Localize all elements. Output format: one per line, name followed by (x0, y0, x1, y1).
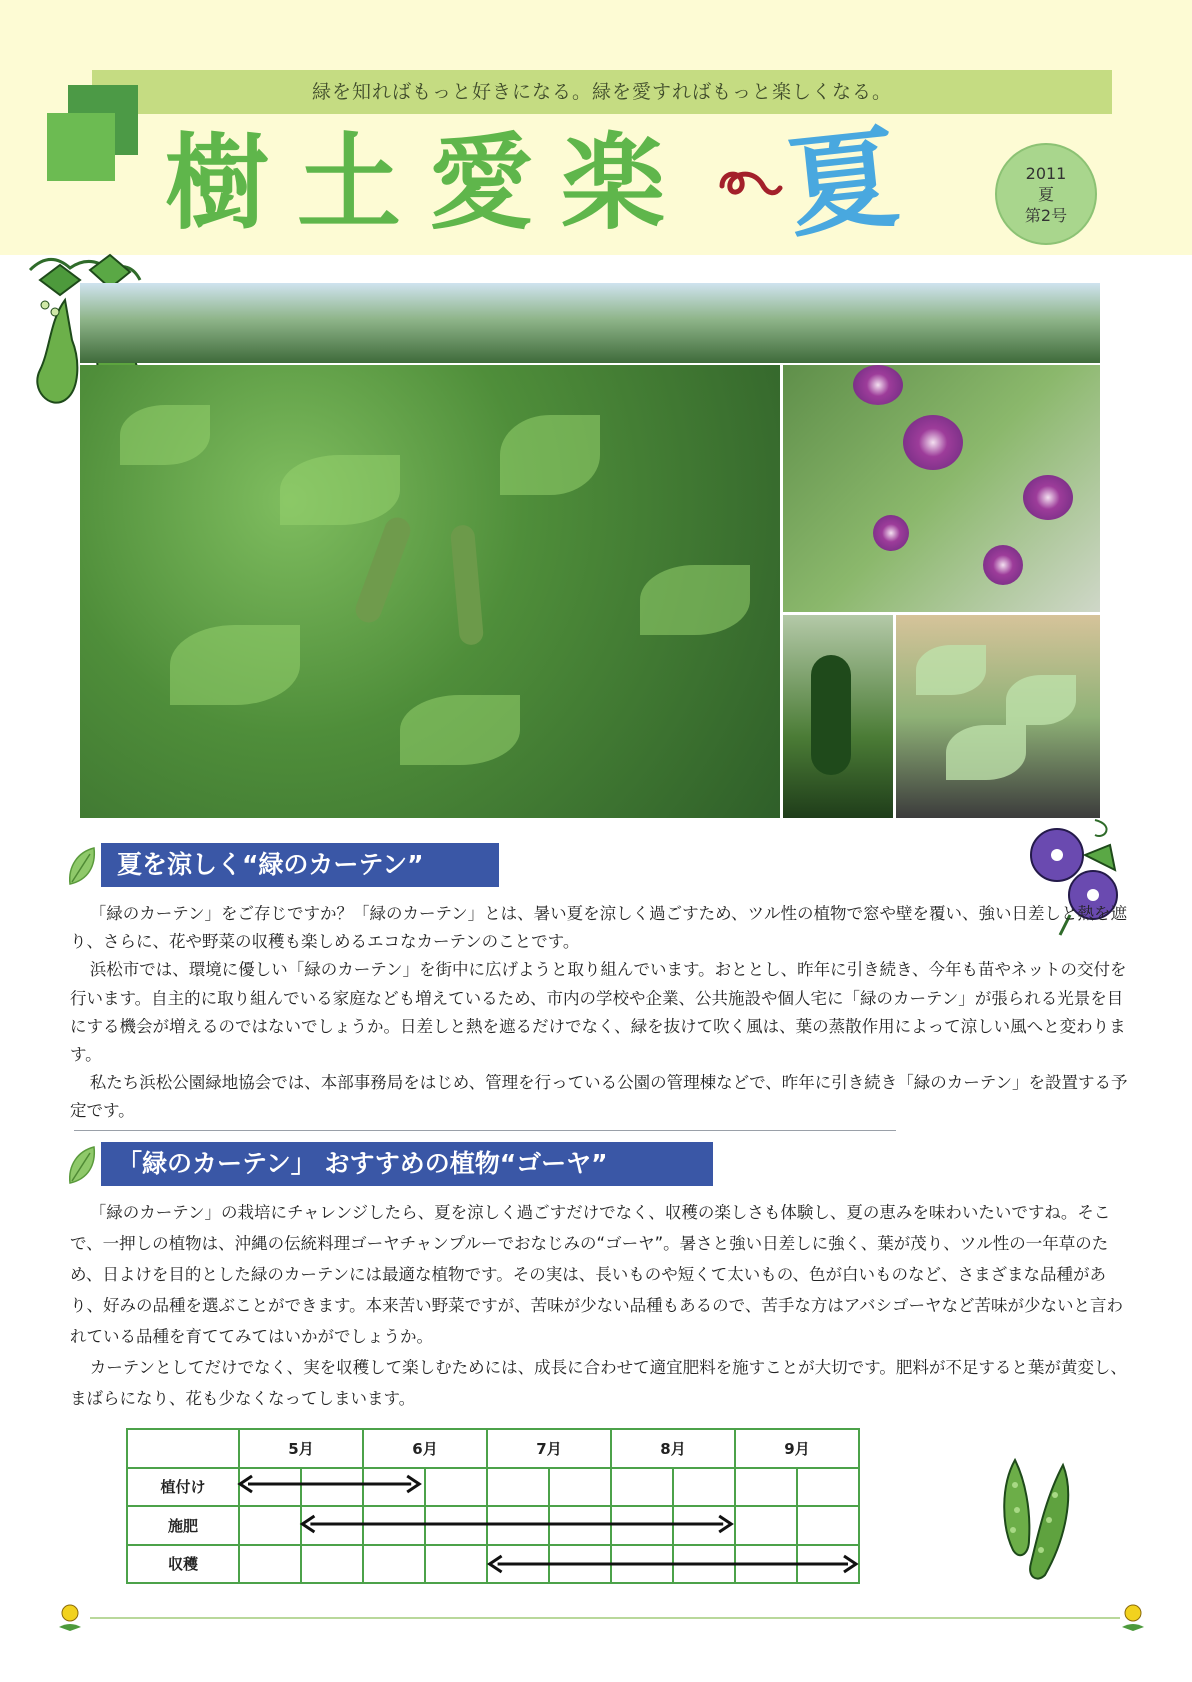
leaf-bullet-icon (66, 1145, 98, 1187)
photo-leaf-canopy (80, 283, 1100, 363)
section-heading-goya: 「緑のカーテン」 おすすめの植物“ゴーヤ” (101, 1142, 713, 1186)
month-header: 8月 (611, 1429, 735, 1468)
month-header: 9月 (735, 1429, 859, 1468)
row-label: 施肥 (127, 1506, 239, 1545)
table-row (127, 1468, 859, 1507)
cultivation-schedule-table (126, 1428, 860, 1584)
photo-morning-glory (783, 365, 1100, 612)
dandelion-right-icon (1118, 1603, 1148, 1633)
table-row (127, 1545, 859, 1584)
paragraph: 「緑のカーテン」をご存じですか？「緑のカーテン」とは、暑い夏を涼しく過ごすため、ツル性の植物で窓や壁を覆い、強い日差しと熱を遮り、さらに、花や野菜の収穫も楽しめるエコなカーテンのことです。 (70, 904, 1127, 952)
section-divider (74, 1130, 896, 1131)
month-header: 6月 (363, 1429, 487, 1468)
issue-badge (995, 143, 1097, 245)
month-header: 5月 (239, 1429, 363, 1468)
table-corner-cell (127, 1429, 239, 1468)
newsletter-title: 樹土愛楽 (165, 122, 694, 244)
leaf-bullet-icon (66, 846, 98, 888)
photo-goya-fruit (783, 615, 893, 818)
section-body-green-curtain (70, 900, 1130, 1126)
season-title: 夏 (781, 113, 905, 253)
dandelion-left-icon (55, 1603, 85, 1633)
section-body-goya (70, 1197, 1130, 1414)
issue-year: 2011 (1025, 163, 1067, 183)
table-row (127, 1506, 859, 1545)
paragraph: カーテンとしてだけでなく、実を収穫して楽しむためには、成長に合わせて適宜肥料を施すことが大切です。肥料が不足すると葉が黄変し、まばらになり、花も少なくなってしまいます。 (70, 1358, 1127, 1408)
photo-goya-seedlings (896, 615, 1100, 818)
table-header-row (127, 1429, 859, 1468)
issue-season: 夏 (1037, 184, 1054, 204)
photo-goya-green-curtain (80, 365, 780, 818)
tagline-bar (92, 70, 1112, 114)
tagline-text: 緑を知ればもっと好きになる。緑を愛すればもっと楽しくなる。 (311, 81, 892, 103)
decorative-square-light (47, 113, 115, 181)
section-heading-green-curtain: 夏を涼しく“緑のカーテン” (101, 843, 499, 887)
goya-fruit-illustration-icon (995, 1455, 1085, 1585)
footer-line (90, 1617, 1120, 1619)
paragraph: 私たち浜松公園緑地協会では、本部事務局をはじめ、管理を行っている公園の管理棟などで、昨年に引き続き「緑のカーテン」を設置する予定です。 (70, 1073, 1128, 1121)
swirl-ornament-icon (718, 164, 784, 208)
issue-number: 第2号 (1024, 205, 1068, 225)
paragraph: 「緑のカーテン」の栽培にチャレンジしたら、夏を涼しく過ごすだけでなく、収穫の楽しさも体験し、夏の恵みを味わいたいですね。そこで、一押しの植物は、沖縄の伝統料理ゴーヤチャンプルーでおなじみの“ゴーヤ”。暑さと強い日差しに強く、葉が茂り、ツル性の一年草のため、日よけを目的とした緑のカーテンには最適な植物です。その実は、長いものや短くて太いもの、色が白いものなど、さまざまな品種があり、好みの品種を選ぶことができます。本来苦い野菜ですが、苦味が少ない品種もあるので、苦手な方はアバシゴーヤなど苦味が少ないと言われている品種を育ててみてはいかがでしょうか。 (70, 1203, 1124, 1346)
row-label: 収穫 (127, 1545, 239, 1584)
row-label: 植付け (127, 1468, 239, 1507)
month-header: 7月 (487, 1429, 611, 1468)
paragraph: 浜松市では、環境に優しい「緑のカーテン」を街中に広げようと取り組んでいます。おととし、昨年に引き続き、今年も苗やネットの交付を行います。自主的に取り組んでいる家庭なども増えているため、市内の学校や企業、公共施設や個人宅に「緑のカーテン」が張られる光景を目にする機会が増えるのではないでしょうか。日差しと熱を遮るだけでなく、緑を抜けて吹く風は、葉の蒸散作用によって涼しい風へと変わります。 (70, 960, 1127, 1065)
